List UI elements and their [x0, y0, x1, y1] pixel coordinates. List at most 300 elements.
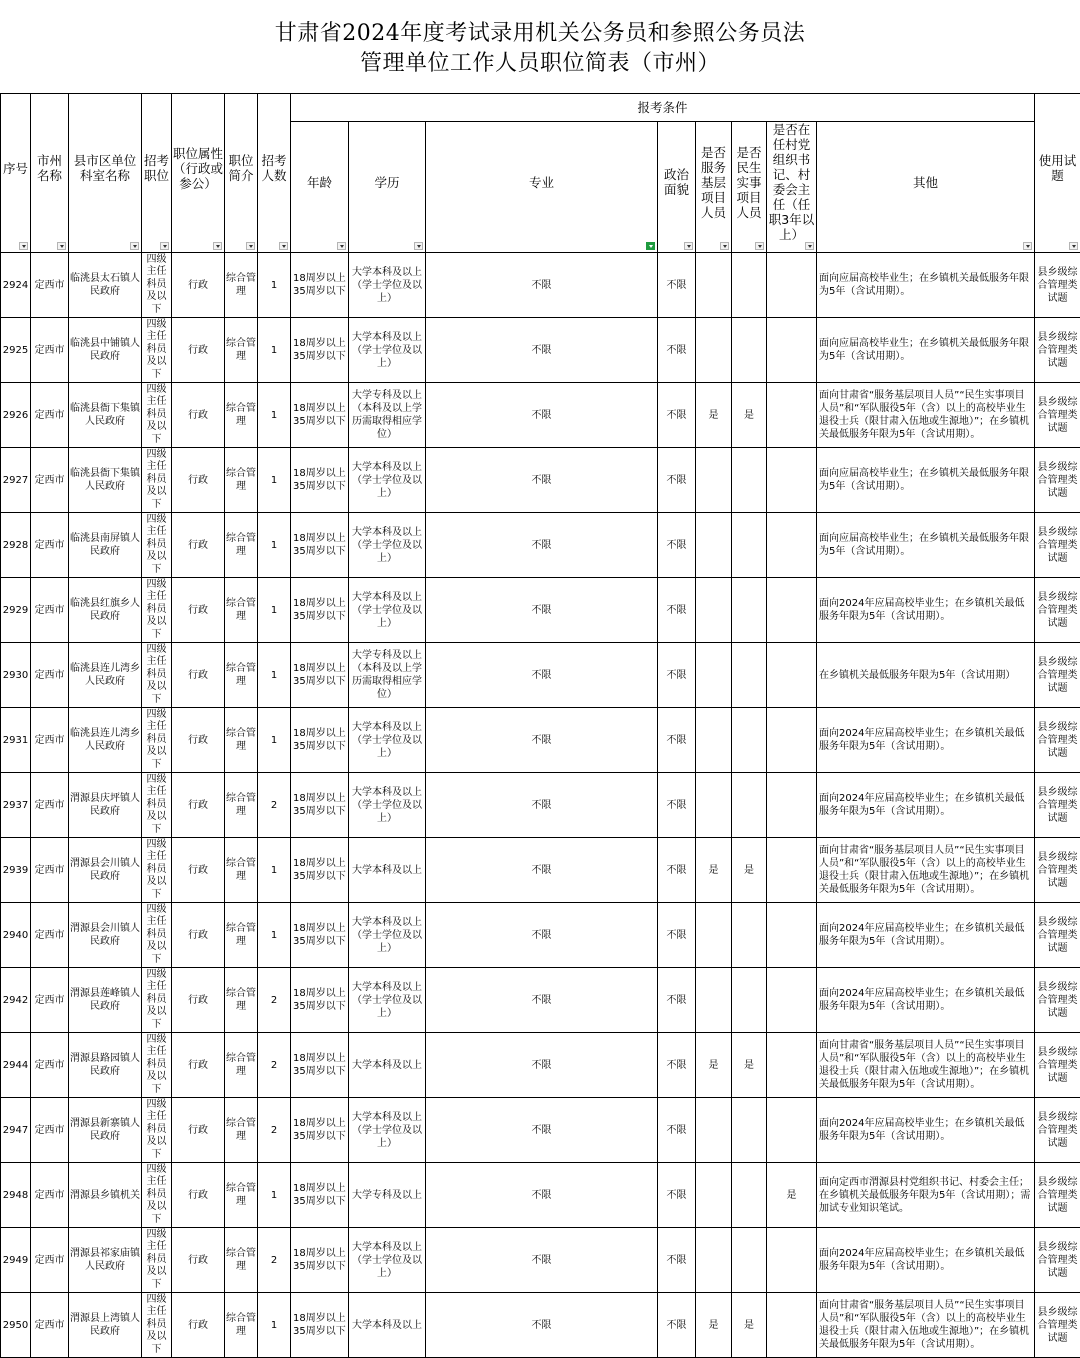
cell-position: 四级主任科员及以下: [142, 383, 172, 448]
cell-grassroots: 是: [696, 1033, 732, 1098]
cell-livelihood: [732, 708, 767, 773]
cell-attr: 行政: [172, 448, 225, 513]
cell-attr: 行政: [172, 383, 225, 448]
cell-grassroots: [696, 448, 732, 513]
cell-livelihood: [732, 1163, 767, 1228]
cell-seq: 2948: [1, 1163, 31, 1228]
table-header: [1, 94, 1080, 253]
cell-exam: 县乡级综合管理类试题: [1035, 838, 1080, 903]
cell-position: 四级主任科员及以下: [142, 708, 172, 773]
header-attr[interactable]: 职位属性（行政或参公）: [172, 94, 225, 253]
cell-intro: 综合管理: [225, 318, 258, 383]
cell-grassroots: [696, 1098, 732, 1163]
cell-intro: 综合管理: [225, 643, 258, 708]
cell-age: 18周岁以上35周岁以下: [291, 708, 349, 773]
header-age[interactable]: 年龄: [291, 122, 349, 253]
cell-politics: 不限: [658, 253, 696, 318]
cell-grassroots: 是: [696, 1293, 732, 1358]
header-major[interactable]: 专业: [426, 122, 658, 253]
cell-politics: 不限: [658, 643, 696, 708]
filter-dropdown-icon[interactable]: [755, 242, 764, 250]
cell-edu: 大学专科及以上（本科及以上学历需取得相应学位）: [349, 383, 426, 448]
cell-politics: 不限: [658, 318, 696, 383]
title-line-2: 管理单位工作人员职位简表（市州）: [359, 50, 720, 76]
cell-count: 1: [258, 448, 291, 513]
cell-village: [767, 1098, 817, 1163]
cell-edu: 大学本科及以上（学士学位及以上）: [349, 253, 426, 318]
cell-unit: 渭源县庆坪镇人民政府: [69, 773, 142, 838]
cell-edu: 大学本科及以上（学士学位及以上）: [349, 773, 426, 838]
cell-other: 面向应届高校毕业生；在乡镇机关最低服务年限为5年（含试用期）。: [817, 448, 1035, 513]
header-city[interactable]: 市州名称: [31, 94, 69, 253]
cell-unit: 临洮县衙下集镇人民政府: [69, 448, 142, 513]
cell-city: 定西市: [31, 708, 69, 773]
cell-seq: 2930: [1, 643, 31, 708]
document-title: [0, 0, 1080, 93]
header-livelihood[interactable]: 是否民生实事项目人员: [732, 122, 767, 253]
cell-count: 1: [258, 1163, 291, 1228]
cell-other: 面向应届高校毕业生；在乡镇机关最低服务年限为5年（含试用期）。: [817, 513, 1035, 578]
cell-seq: 2929: [1, 578, 31, 643]
cell-age: 18周岁以上35周岁以下: [291, 1033, 349, 1098]
cell-politics: 不限: [658, 1163, 696, 1228]
cell-unit: 临洮县连儿湾乡人民政府: [69, 708, 142, 773]
cell-unit: 临洮县中铺镇人民政府: [69, 318, 142, 383]
cell-village: [767, 318, 817, 383]
cell-politics: 不限: [658, 838, 696, 903]
table-row: [1, 1033, 1080, 1098]
cell-seq: 2924: [1, 253, 31, 318]
cell-position: 四级主任科员及以下: [142, 448, 172, 513]
header-village[interactable]: 是否在任村党组织书记、村委会主任（任职3年以上）: [767, 122, 817, 253]
cell-city: 定西市: [31, 838, 69, 903]
cell-city: 定西市: [31, 1098, 69, 1163]
cell-attr: 行政: [172, 838, 225, 903]
cell-exam: 县乡级综合管理类试题: [1035, 1293, 1080, 1358]
cell-livelihood: [732, 1228, 767, 1293]
filter-dropdown-icon[interactable]: [805, 242, 814, 250]
cell-position: 四级主任科员及以下: [142, 643, 172, 708]
cell-unit: 渭源县祁家庙镇人民政府: [69, 1228, 142, 1293]
cell-count: 1: [258, 318, 291, 383]
cell-livelihood: [732, 903, 767, 968]
cell-edu: 大学本科及以上: [349, 1293, 426, 1358]
cell-major: 不限: [426, 1293, 658, 1358]
table-row: [1, 318, 1080, 383]
cell-age: 18周岁以上35周岁以下: [291, 318, 349, 383]
cell-exam: 县乡级综合管理类试题: [1035, 773, 1080, 838]
cell-exam: 县乡级综合管理类试题: [1035, 513, 1080, 578]
table-row: [1, 1098, 1080, 1163]
cell-age: 18周岁以上35周岁以下: [291, 1098, 349, 1163]
header-edu[interactable]: 学历: [349, 122, 426, 253]
cell-city: 定西市: [31, 1163, 69, 1228]
cell-attr: 行政: [172, 773, 225, 838]
cell-count: 2: [258, 968, 291, 1033]
cell-grassroots: [696, 318, 732, 383]
cell-seq: 2942: [1, 968, 31, 1033]
cell-intro: 综合管理: [225, 513, 258, 578]
cell-village: [767, 448, 817, 513]
cell-exam: 县乡级综合管理类试题: [1035, 253, 1080, 318]
cell-unit: 临洮县衙下集镇人民政府: [69, 383, 142, 448]
cell-grassroots: 是: [696, 838, 732, 903]
cell-major: 不限: [426, 1033, 658, 1098]
cell-attr: 行政: [172, 318, 225, 383]
cell-city: 定西市: [31, 1293, 69, 1358]
table-row: [1, 773, 1080, 838]
cell-city: 定西市: [31, 968, 69, 1033]
cell-intro: 综合管理: [225, 1228, 258, 1293]
cell-other: 面向甘肃省“服务基层项目人员”“民生实事项目人员”和“军队服役5年（含）以上的高校毕业生退役士兵（限甘肃入伍地或生源地）”；在乡镇机关最低服务年限为5年（含试用期）。: [817, 1293, 1035, 1358]
cell-grassroots: [696, 708, 732, 773]
cell-edu: 大学本科及以上（学士学位及以上）: [349, 448, 426, 513]
cell-politics: 不限: [658, 1228, 696, 1293]
cell-position: 四级主任科员及以下: [142, 253, 172, 318]
cell-seq: 2950: [1, 1293, 31, 1358]
cell-exam: 县乡级综合管理类试题: [1035, 448, 1080, 513]
cell-age: 18周岁以上35周岁以下: [291, 903, 349, 968]
cell-other: 面向2024年应届高校毕业生；在乡镇机关最低服务年限为5年（含试用期）。: [817, 773, 1035, 838]
cell-unit: 渭源县路园镇人民政府: [69, 1033, 142, 1098]
cell-grassroots: [696, 253, 732, 318]
cell-village: [767, 773, 817, 838]
cell-position: 四级主任科员及以下: [142, 903, 172, 968]
header-position[interactable]: 招考职位: [142, 94, 172, 253]
cell-major: 不限: [426, 513, 658, 578]
cell-intro: 综合管理: [225, 253, 258, 318]
title-line-1: 甘肃省2024年度考试录用机关公务员和参照公务员法: [274, 20, 806, 46]
filter-dropdown-icon[interactable]: [160, 242, 169, 250]
cell-seq: 2949: [1, 1228, 31, 1293]
cell-politics: 不限: [658, 968, 696, 1033]
cell-age: 18周岁以上35周岁以下: [291, 383, 349, 448]
cell-count: 1: [258, 903, 291, 968]
cell-position: 四级主任科员及以下: [142, 318, 172, 383]
table-body: [1, 253, 1080, 1358]
cell-other: 面向2024年应届高校毕业生；在乡镇机关最低服务年限为5年（含试用期）。: [817, 968, 1035, 1033]
cell-major: 不限: [426, 903, 658, 968]
cell-edu: 大学本科及以上（学士学位及以上）: [349, 708, 426, 773]
filter-dropdown-icon[interactable]: [337, 242, 346, 250]
cell-seq: 2939: [1, 838, 31, 903]
filter-dropdown-icon[interactable]: [213, 242, 222, 250]
cell-exam: 县乡级综合管理类试题: [1035, 318, 1080, 383]
cell-politics: 不限: [658, 448, 696, 513]
cell-other: 面向2024年应届高校毕业生；在乡镇机关最低服务年限为5年（含试用期）。: [817, 708, 1035, 773]
cell-count: 2: [258, 1098, 291, 1163]
cell-exam: 县乡级综合管理类试题: [1035, 903, 1080, 968]
cell-position: 四级主任科员及以下: [142, 968, 172, 1033]
cell-age: 18周岁以上35周岁以下: [291, 1293, 349, 1358]
cell-edu: 大学本科及以上（学士学位及以上）: [349, 513, 426, 578]
cell-livelihood: [732, 513, 767, 578]
cell-major: 不限: [426, 643, 658, 708]
filter-dropdown-icon[interactable]: [246, 242, 255, 250]
table-row: [1, 383, 1080, 448]
cell-attr: 行政: [172, 1033, 225, 1098]
cell-village: 是: [767, 1163, 817, 1228]
cell-major: 不限: [426, 1098, 658, 1163]
cell-count: 1: [258, 708, 291, 773]
cell-attr: 行政: [172, 1098, 225, 1163]
cell-exam: 县乡级综合管理类试题: [1035, 383, 1080, 448]
cell-exam: 县乡级综合管理类试题: [1035, 708, 1080, 773]
cell-politics: 不限: [658, 903, 696, 968]
filter-dropdown-icon[interactable]: [130, 242, 139, 250]
cell-intro: 综合管理: [225, 1033, 258, 1098]
cell-major: 不限: [426, 318, 658, 383]
cell-attr: 行政: [172, 643, 225, 708]
filter-dropdown-icon[interactable]: [684, 242, 693, 250]
filter-dropdown-icon[interactable]: [57, 242, 66, 250]
cell-village: [767, 513, 817, 578]
cell-grassroots: 是: [696, 383, 732, 448]
cell-unit: 渭源县乡镇机关: [69, 1163, 142, 1228]
cell-age: 18周岁以上35周岁以下: [291, 578, 349, 643]
cell-attr: 行政: [172, 708, 225, 773]
cell-count: 1: [258, 1293, 291, 1358]
cell-politics: 不限: [658, 773, 696, 838]
cell-count: 2: [258, 1228, 291, 1293]
cell-livelihood: [732, 578, 767, 643]
cell-intro: 综合管理: [225, 903, 258, 968]
cell-unit: 临洮县连儿湾乡人民政府: [69, 643, 142, 708]
header-seq[interactable]: 序号: [1, 94, 31, 253]
cell-intro: 综合管理: [225, 708, 258, 773]
cell-unit: 渭源县新寨镇人民政府: [69, 1098, 142, 1163]
cell-position: 四级主任科员及以下: [142, 578, 172, 643]
cell-edu: 大学本科及以上（学士学位及以上）: [349, 578, 426, 643]
cell-village: [767, 968, 817, 1033]
cell-seq: 2927: [1, 448, 31, 513]
cell-exam: 县乡级综合管理类试题: [1035, 1098, 1080, 1163]
cell-other: 面向2024年应届高校毕业生；在乡镇机关最低服务年限为5年（含试用期）。: [817, 578, 1035, 643]
cell-age: 18周岁以上35周岁以下: [291, 643, 349, 708]
cell-livelihood: [732, 773, 767, 838]
filter-dropdown-icon[interactable]: [720, 242, 729, 250]
filter-dropdown-icon[interactable]: [1023, 242, 1032, 250]
cell-intro: 综合管理: [225, 838, 258, 903]
cell-count: 1: [258, 513, 291, 578]
cell-count: 1: [258, 838, 291, 903]
header-intro[interactable]: 职位简介: [225, 94, 258, 253]
cell-livelihood: [732, 318, 767, 383]
filter-active-icon[interactable]: [646, 242, 655, 250]
cell-livelihood: [732, 968, 767, 1033]
cell-age: 18周岁以上35周岁以下: [291, 838, 349, 903]
cell-other: 面向甘肃省“服务基层项目人员”“民生实事项目人员”和“军队服役5年（含）以上的高校毕业生退役士兵（限甘肃入伍地或生源地）”；在乡镇机关最低服务年限为5年（含试用期）。: [817, 1033, 1035, 1098]
cell-edu: 大学本科及以上: [349, 1033, 426, 1098]
cell-politics: 不限: [658, 578, 696, 643]
cell-grassroots: [696, 773, 732, 838]
cell-major: 不限: [426, 773, 658, 838]
cell-attr: 行政: [172, 253, 225, 318]
cell-politics: 不限: [658, 1293, 696, 1358]
cell-seq: 2944: [1, 1033, 31, 1098]
filter-dropdown-icon[interactable]: [414, 242, 423, 250]
header-group-requirements: 报考条件: [291, 94, 1035, 122]
filter-dropdown-icon[interactable]: [19, 242, 28, 250]
cell-other: 面向定西市渭源县村党组织书记、村委会主任；在乡镇机关最低服务年限为5年（含试用期）；需加试专业知识笔试。: [817, 1163, 1035, 1228]
cell-village: [767, 1293, 817, 1358]
cell-other: 面向甘肃省“服务基层项目人员”“民生实事项目人员”和“军队服役5年（含）以上的高校毕业生退役士兵（限甘肃入伍地或生源地）”；在乡镇机关最低服务年限为5年（含试用期）。: [817, 838, 1035, 903]
cell-position: 四级主任科员及以下: [142, 773, 172, 838]
cell-edu: 大学本科及以上（学士学位及以上）: [349, 1098, 426, 1163]
table-row: [1, 1163, 1080, 1228]
cell-unit: 临洮县太石镇人民政府: [69, 253, 142, 318]
cell-exam: 县乡级综合管理类试题: [1035, 578, 1080, 643]
cell-position: 四级主任科员及以下: [142, 1293, 172, 1358]
cell-edu: 大学本科及以上（学士学位及以上）: [349, 1228, 426, 1293]
cell-grassroots: [696, 968, 732, 1033]
cell-attr: 行政: [172, 1163, 225, 1228]
cell-politics: 不限: [658, 708, 696, 773]
cell-livelihood: [732, 643, 767, 708]
cell-intro: 综合管理: [225, 578, 258, 643]
cell-position: 四级主任科员及以下: [142, 1098, 172, 1163]
cell-livelihood: 是: [732, 838, 767, 903]
header-grassroots[interactable]: 是否服务基层项目人员: [696, 122, 732, 253]
cell-city: 定西市: [31, 903, 69, 968]
cell-city: 定西市: [31, 578, 69, 643]
cell-count: 1: [258, 643, 291, 708]
header-count[interactable]: 招考人数: [258, 94, 291, 253]
cell-attr: 行政: [172, 513, 225, 578]
cell-attr: 行政: [172, 968, 225, 1033]
cell-count: 2: [258, 1033, 291, 1098]
cell-seq: 2926: [1, 383, 31, 448]
cell-village: [767, 1228, 817, 1293]
cell-seq: 2940: [1, 903, 31, 968]
cell-city: 定西市: [31, 383, 69, 448]
cell-edu: 大学本科及以上（学士学位及以上）: [349, 903, 426, 968]
cell-intro: 综合管理: [225, 383, 258, 448]
cell-major: 不限: [426, 578, 658, 643]
cell-grassroots: [696, 513, 732, 578]
cell-unit: 渭源县会川镇人民政府: [69, 903, 142, 968]
cell-grassroots: [696, 578, 732, 643]
table-row: [1, 578, 1080, 643]
cell-unit: 渭源县会川镇人民政府: [69, 838, 142, 903]
cell-livelihood: [732, 448, 767, 513]
cell-age: 18周岁以上35周岁以下: [291, 968, 349, 1033]
cell-count: 1: [258, 253, 291, 318]
cell-seq: 2937: [1, 773, 31, 838]
cell-city: 定西市: [31, 513, 69, 578]
cell-other: 面向2024年应届高校毕业生；在乡镇机关最低服务年限为5年（含试用期）。: [817, 1098, 1035, 1163]
cell-other: 面向2024年应届高校毕业生；在乡镇机关最低服务年限为5年（含试用期）。: [817, 1228, 1035, 1293]
cell-grassroots: [696, 903, 732, 968]
cell-edu: 大学本科及以上（学士学位及以上）: [349, 968, 426, 1033]
positions-table: [0, 93, 1080, 1358]
cell-unit: 渭源县莲峰镇人民政府: [69, 968, 142, 1033]
header-exam[interactable]: 使用试题: [1035, 94, 1080, 253]
cell-politics: 不限: [658, 383, 696, 448]
cell-politics: 不限: [658, 1033, 696, 1098]
header-unit[interactable]: 县市区单位科室名称: [69, 94, 142, 253]
table-row: [1, 708, 1080, 773]
cell-major: 不限: [426, 968, 658, 1033]
cell-major: 不限: [426, 708, 658, 773]
cell-other: 面向甘肃省“服务基层项目人员”“民生实事项目人员”和“军队服役5年（含）以上的高校毕业生退役士兵（限甘肃入伍地或生源地）”；在乡镇机关最低服务年限为5年（含试用期）。: [817, 383, 1035, 448]
cell-count: 1: [258, 578, 291, 643]
cell-exam: 县乡级综合管理类试题: [1035, 643, 1080, 708]
cell-attr: 行政: [172, 1228, 225, 1293]
cell-edu: 大学本科及以上（学士学位及以上）: [349, 318, 426, 383]
table-row: [1, 448, 1080, 513]
cell-exam: 县乡级综合管理类试题: [1035, 968, 1080, 1033]
cell-city: 定西市: [31, 253, 69, 318]
cell-edu: 大学专科及以上: [349, 1163, 426, 1228]
header-politics[interactable]: 政治面貌: [658, 122, 696, 253]
cell-intro: 综合管理: [225, 1098, 258, 1163]
cell-intro: 综合管理: [225, 968, 258, 1033]
cell-grassroots: [696, 643, 732, 708]
cell-intro: 综合管理: [225, 773, 258, 838]
cell-attr: 行政: [172, 1293, 225, 1358]
filter-dropdown-icon[interactable]: [1069, 242, 1078, 250]
cell-count: 1: [258, 383, 291, 448]
cell-politics: 不限: [658, 513, 696, 578]
cell-livelihood: [732, 1098, 767, 1163]
cell-other: 面向应届高校毕业生；在乡镇机关最低服务年限为5年（含试用期）。: [817, 318, 1035, 383]
cell-position: 四级主任科员及以下: [142, 1033, 172, 1098]
cell-village: [767, 383, 817, 448]
cell-city: 定西市: [31, 448, 69, 513]
cell-major: 不限: [426, 448, 658, 513]
cell-age: 18周岁以上35周岁以下: [291, 448, 349, 513]
cell-grassroots: [696, 1163, 732, 1228]
cell-seq: 2928: [1, 513, 31, 578]
cell-position: 四级主任科员及以下: [142, 513, 172, 578]
cell-unit: 渭源县上湾镇人民政府: [69, 1293, 142, 1358]
table-row: [1, 513, 1080, 578]
cell-attr: 行政: [172, 578, 225, 643]
cell-village: [767, 578, 817, 643]
cell-position: 四级主任科员及以下: [142, 838, 172, 903]
cell-village: [767, 1033, 817, 1098]
cell-intro: 综合管理: [225, 448, 258, 513]
filter-dropdown-icon[interactable]: [279, 242, 288, 250]
cell-city: 定西市: [31, 1228, 69, 1293]
cell-village: [767, 643, 817, 708]
cell-position: 四级主任科员及以下: [142, 1228, 172, 1293]
cell-city: 定西市: [31, 643, 69, 708]
header-other[interactable]: 其他: [817, 122, 1035, 253]
cell-livelihood: 是: [732, 1293, 767, 1358]
cell-age: 18周岁以上35周岁以下: [291, 513, 349, 578]
cell-major: 不限: [426, 1163, 658, 1228]
cell-exam: 县乡级综合管理类试题: [1035, 1033, 1080, 1098]
table-row: [1, 643, 1080, 708]
cell-city: 定西市: [31, 318, 69, 383]
cell-village: [767, 838, 817, 903]
cell-other: 在乡镇机关最低服务年限为5年（含试用期）: [817, 643, 1035, 708]
cell-major: 不限: [426, 1228, 658, 1293]
cell-intro: 综合管理: [225, 1163, 258, 1228]
cell-seq: 2925: [1, 318, 31, 383]
cell-politics: 不限: [658, 1098, 696, 1163]
cell-grassroots: [696, 1228, 732, 1293]
cell-village: [767, 253, 817, 318]
cell-unit: 临洮县红旗乡人民政府: [69, 578, 142, 643]
table-row: [1, 838, 1080, 903]
cell-major: 不限: [426, 383, 658, 448]
cell-intro: 综合管理: [225, 1293, 258, 1358]
cell-livelihood: 是: [732, 1033, 767, 1098]
table-row: [1, 253, 1080, 318]
